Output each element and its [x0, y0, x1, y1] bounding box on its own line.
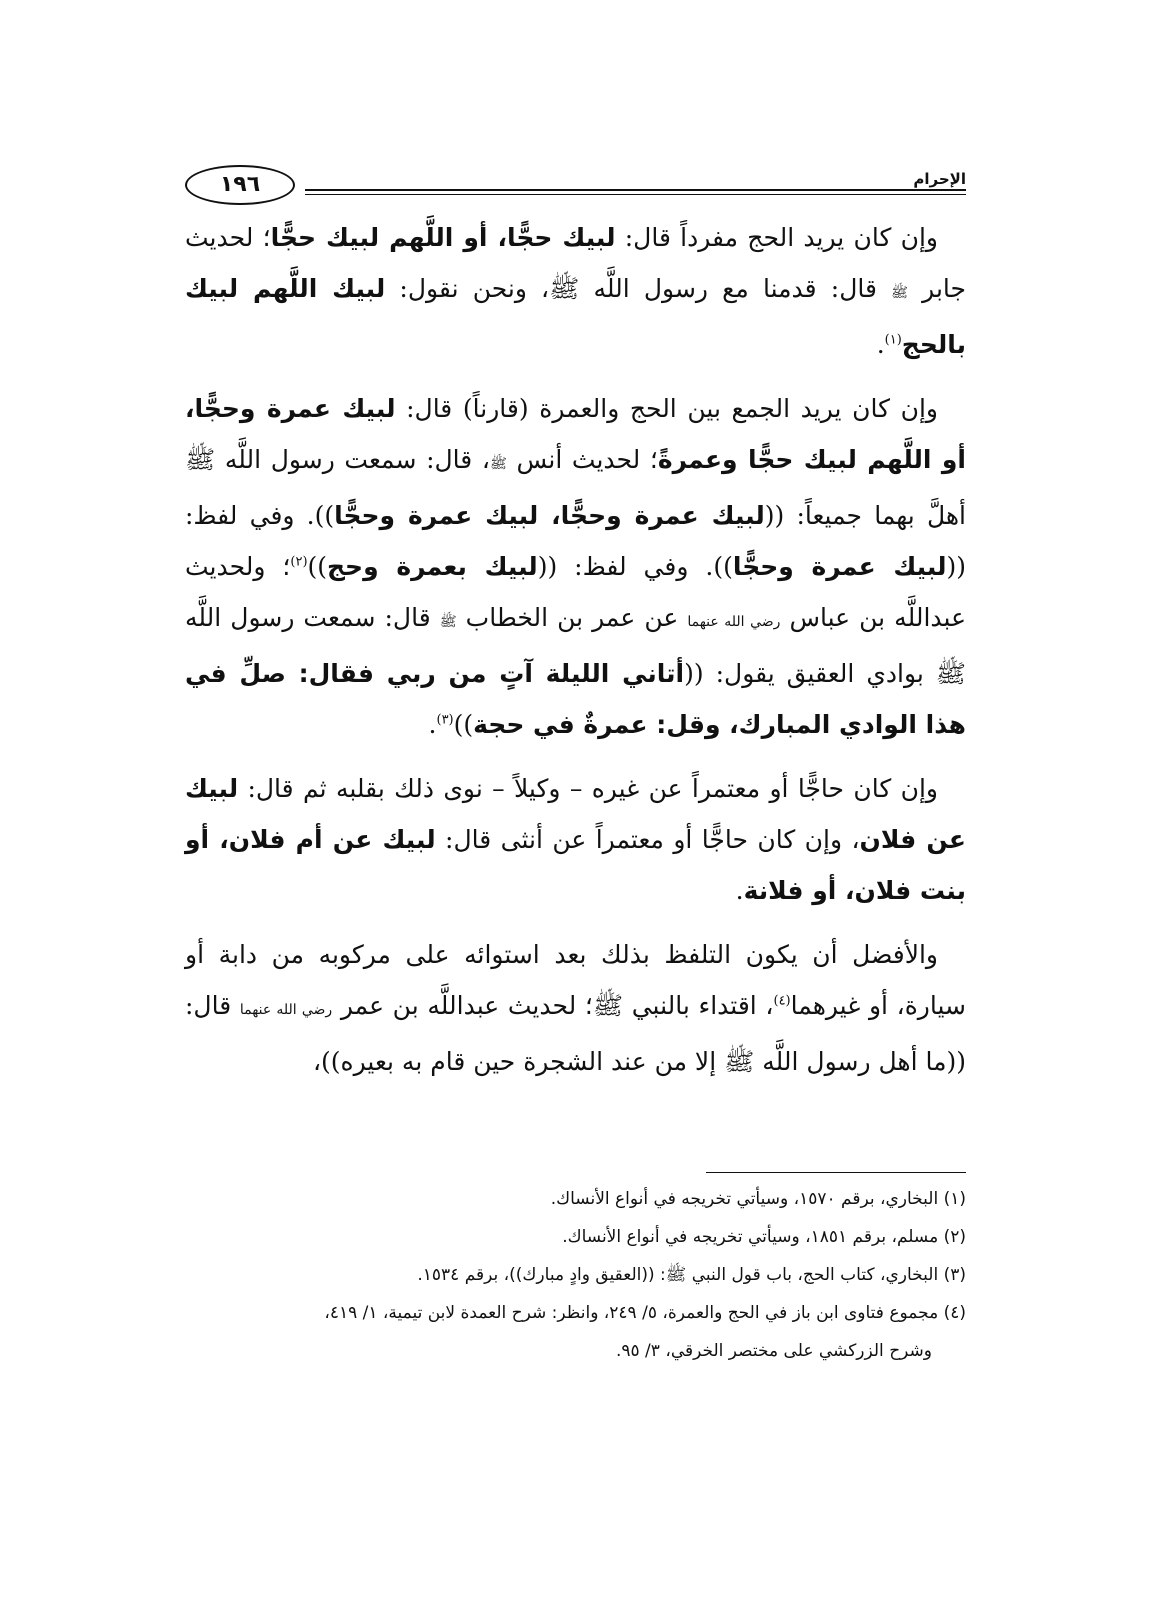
bold-phrase: لبيك عمرة وحجًّا، أو اللَّهم لبيك حجًّا وعمرةً	[185, 394, 966, 474]
text-run: ؛ لحديث جابر	[185, 223, 966, 303]
footnote-1: (١) البخاري، برقم ١٥٧٠، وسيأتي تخريجه في أنواع الأنساك.	[550, 1189, 966, 1209]
footnote-ref: (١)	[884, 332, 902, 348]
bold-phrase: لبيك عمرة وحجًّا، لبيك عمرة وحجًّا	[334, 501, 765, 530]
text-run: )). وفي لفظ: ((	[537, 552, 733, 581]
bold-phrase: أتاني الليلة آتٍ من ربي فقال: صلِّ في هذا الوادي المبارك، وقل: عمرةٌ في حجة	[185, 659, 966, 739]
main-text	[185, 212, 966, 1100]
paragraph	[185, 212, 966, 370]
text-run: قال: ((ما أهل رسول اللَّه ﷺ إلا من عند الشجرة حين قام به بعيره))،	[185, 991, 966, 1076]
paragraph	[185, 763, 966, 916]
footnote-ref: (٢)	[290, 554, 308, 570]
honorific: ﷺ	[439, 614, 457, 630]
paragraph	[185, 929, 966, 1087]
bold-phrase: لبيك عمرة وحجًّا	[732, 552, 947, 581]
text-run: .	[876, 330, 885, 359]
bold-phrase: لبيك اللَّهم لبيك بالحج	[185, 274, 966, 359]
text-run: ، اقتداء بالنبي ﷺ؛ لحديث عبداللَّه بن عمر	[332, 991, 774, 1020]
text-run: وإن كان يريد الجمع بين الحج والعمرة (قارناً) قال:	[395, 394, 939, 423]
honorific: ﷺ	[489, 456, 507, 472]
text-run: ))	[307, 552, 328, 581]
honorific: ﷺ	[891, 285, 909, 301]
paragraph	[185, 383, 966, 750]
footnotes	[185, 1180, 966, 1370]
text-run: وإن كان حاجًّا أو معتمراً عن غيره – وكيلاً – نوى ذلك بقلبه ثم قال:	[238, 774, 938, 803]
page-header	[185, 160, 966, 208]
bold-phrase: لبيك بعمرة وحج	[327, 552, 538, 581]
bold-phrase: لبيك حجًّا، أو اللَّهم لبيك حجًّا	[270, 223, 616, 252]
honorific: رضي الله عنهما	[239, 1002, 333, 1018]
page-number: ١٩٦	[185, 165, 295, 205]
footnote-2: (٢) مسلم، برقم ١٨٥١، وسيأتي تخريجه في أنواع الأنساك.	[562, 1227, 966, 1247]
text-run: ، قال: سمعت رسول اللَّه ﷺ أهلَّ بهما جميعاً: ((	[185, 445, 967, 530]
text-run: وإن كان يريد الحج مفرداً قال:	[615, 223, 938, 252]
footnote-3: (٣) البخاري، كتاب الحج، باب قول النبي ﷺ: ((العقيق وادٍ مبارك))، برقم ١٥٣٤.	[417, 1265, 966, 1285]
header-rule	[305, 189, 966, 195]
text-run: .	[735, 876, 744, 905]
footnote-4-continued: وشرح الزركشي على مختصر الخرقي، ٣/ ٩٥.	[615, 1341, 932, 1361]
text-run: ))	[453, 710, 474, 739]
footnote-separator	[706, 1172, 966, 1173]
footnote-ref: (٤)	[773, 993, 791, 1009]
text-run: ؛ ولحديث عبداللَّه بن عباس	[185, 552, 966, 632]
text-run: ، وإن كان حاجًّا أو معتمراً عن أنثى قال:	[435, 825, 860, 854]
honorific: رضي الله عنهما	[687, 614, 781, 630]
text-run: )). وفي لفظ: ((	[185, 501, 966, 581]
text-run: .	[428, 710, 437, 739]
text-run: قال: قدمنا مع رسول اللَّه ﷺ، ونحن نقول:	[385, 274, 892, 303]
text-run: والأفضل أن يكون التلفظ بذلك بعد استوائه على مركوبه من دابة أو سيارة، أو غيرهما	[185, 940, 966, 1020]
text-run: عن عمر بن الخطاب	[456, 603, 688, 632]
footnote-4: (٤) مجموع فتاوى ابن باز في الحج والعمرة، ٥/ ٢٤٩، وانظر: شرح العمدة لابن تيمية، ١/ ٤١٩،	[324, 1303, 966, 1323]
bold-phrase: لبيك عن أم فلان، أو بنت فلان، أو فلانة	[185, 825, 966, 905]
text-run: قال: سمعت رسول اللَّه ﷺ بوادي العقيق يقول: ((	[185, 603, 966, 688]
footnote-ref: (٣)	[436, 712, 454, 728]
chapter-title: الإحرام	[913, 170, 966, 188]
text-run: ؛ لحديث أنس	[506, 445, 658, 474]
bold-phrase: لبيك عن فلان	[185, 774, 966, 854]
